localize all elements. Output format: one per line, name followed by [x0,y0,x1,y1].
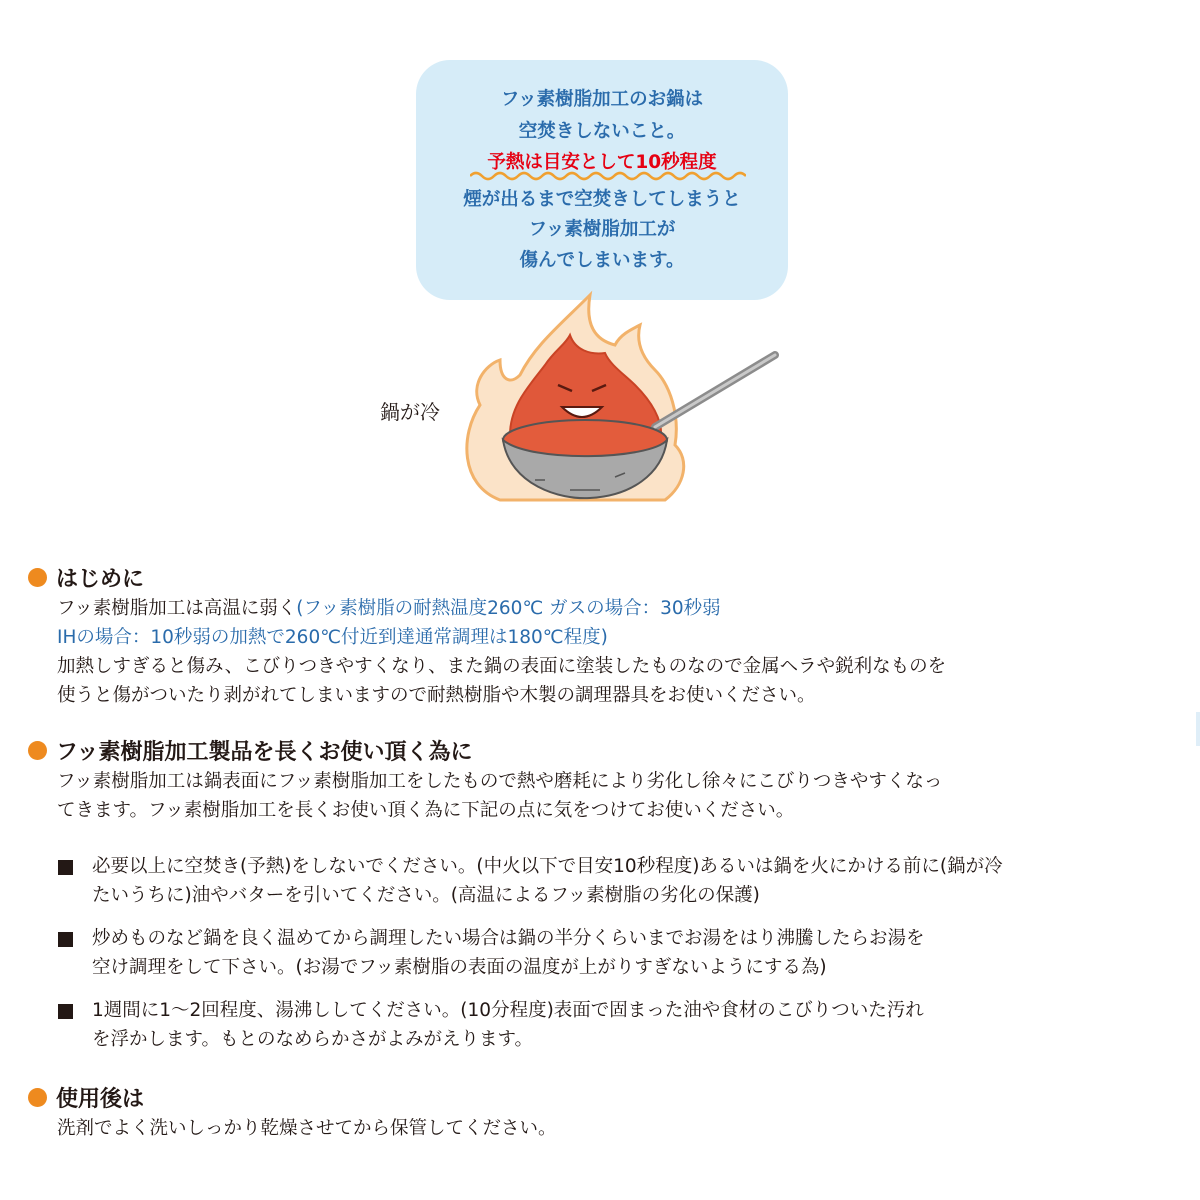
bubble-line: 傷んでしまいます。 [519,250,685,271]
section-heading-longuse [28,735,472,766]
square-bullet-icon [58,1004,73,1019]
bubble-line: 煙が出るまで空焚きしてしまうと [463,189,741,210]
list-item-line: 必要以上に空焚き(予熱)をしないでください。(中火以下で目安10秒程度)あるいは鍋を火にかける前に(鍋が冷 [92,856,1003,877]
intro-note: (フッ素樹脂の耐熱温度260℃ ガスの場合：30秒弱 [296,598,721,619]
intro-line [57,594,721,623]
bubble-line: 空焚きしないこと。 [518,121,686,142]
bubble-line: フッ素樹脂加工が [528,219,676,240]
bubble-line: フッ素樹脂加工のお鍋は [500,89,704,110]
longuse-line: てきます。フッ素樹脂加工を長くお使い頂く為に下記の点に気をつけてお使いください。 [57,800,795,821]
section-heading-afteruse [28,1082,144,1113]
heading-text: 使用後は [56,1087,145,1112]
square-bullet-icon [58,932,73,947]
list-item-line: たいうちに)油やバターを引いてください。(高温によるフッ素樹脂の劣化の保護) [92,885,760,906]
list-item-line: 炒めものなど鍋を良く温めてから調理したい場合は鍋の半分くらいまでお湯をはり沸騰したらお湯を [92,928,925,949]
list-item-line: 1週間に1〜2回程度、湯沸ししてください。(10分程度)表面で固まった油や食材のこびりついた汚れ [92,1000,924,1021]
longuse-line: フッ素樹脂加工は鍋表面にフッ素樹脂加工をしたもので熱や磨耗により劣化し徐々にこびりつきやすくなっ [57,771,943,792]
heading-text: フッ素樹脂加工製品を長くお使い頂く為に [56,740,473,765]
wavy-underline [470,170,746,182]
intro-line: 加熱しすぎると傷み、こびりつきやすくなり、また鍋の表面に塗装したものなので金属ヘラや鋭利なものを [57,656,947,677]
bullet-dot-icon [28,741,47,760]
list-item-line: 空け調理をして下さい。(お湯でフッ素樹脂の表面の温度が上がりすぎないようにする為) [92,957,827,978]
section-heading-intro [28,562,144,593]
afteruse-line: 洗剤でよく洗いしっかり乾燥させてから保管してください。 [57,1118,557,1139]
intro-line: 使うと傷がついたり剥がれてしまいますので耐熱樹脂や木製の調理器具をお使いください。 [57,685,816,706]
illustration-side-label: 鍋が冷 [380,400,440,424]
intro-note-line: IHの場合：10秒弱の加熱で260℃付近到達通常調理は180℃程度) [57,627,608,648]
flaming-pan-illustration [440,285,790,520]
bullet-dot-icon [28,1088,47,1107]
bubble-highlight-line: 予熱は目安として10秒程度 [487,152,717,173]
heading-text: はじめに [56,567,145,592]
edge-decoration [1196,712,1200,746]
list-item-line: を浮かします。もとのなめらかさがよみがえります。 [92,1029,534,1050]
bullet-dot-icon [28,568,47,587]
intro-text: フッ素樹脂加工は高温に弱く [57,598,297,619]
square-bullet-icon [58,860,73,875]
